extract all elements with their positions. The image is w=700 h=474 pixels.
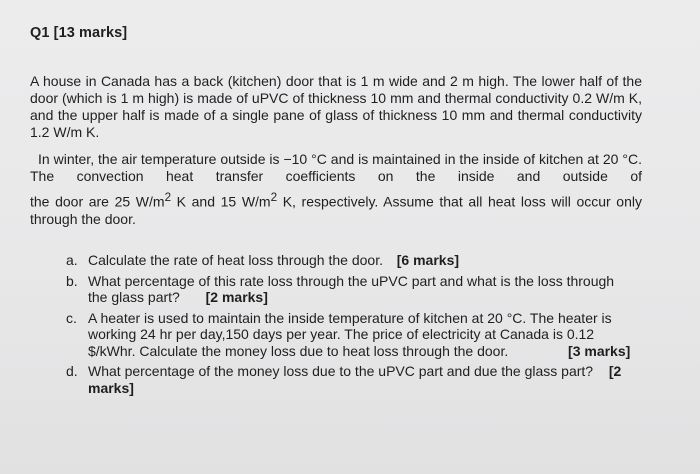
- sub-question-a: [66, 252, 636, 269]
- sub-question-letter: a.: [66, 252, 78, 268]
- sub-question-text: Calculate the rate of heat loss through the door.: [88, 252, 383, 268]
- sub-question-d: [66, 363, 636, 396]
- conditions-paragraph: [30, 151, 642, 228]
- sub-question-c: [66, 310, 636, 360]
- superscript-2b: 2: [270, 191, 278, 204]
- sub-question-letter: b.: [66, 272, 78, 289]
- conditions-text-2: the door are 25 W/m: [30, 193, 165, 210]
- sub-question-letter: d.: [66, 363, 78, 379]
- conditions-line-3: [30, 189, 642, 228]
- conditions-text-1: In winter, the air temperature outside is −10 °C and is maintained in the inside of kitchen at 20 °C. The convection heat transfer coefficients on the inside and outside of: [30, 151, 642, 184]
- sub-question-b: [66, 273, 636, 306]
- sub-question-text: A heater is used to maintain the inside temperature of kitchen at 20 °C. The heater is working 24 hr per day,150 days per year. The price of electricity at Canada is 0.12 $/kWhr. Calculate the money loss due to heat loss through the door.: [88, 309, 612, 359]
- sub-question-text: What percentage of this rate loss through the uPVC part and what is the loss through the glass part?: [88, 272, 615, 305]
- conditions-text-3: K and 15 W/m: [171, 193, 271, 210]
- intro-paragraph: A house in Canada has a back (kitchen) door that is 1 m wide and 2 m high. The lower half of the door (which is 1 m high) is made of uPVC of thickness 10 mm and thermal conductivity 0.2 W/m K, and the upper half is made of a single pane of glass of thickness 10 mm and thermal conductivity 1.2 W/m K.: [30, 73, 642, 140]
- superscript-2: 2: [164, 191, 172, 204]
- sub-question-letter: c.: [66, 309, 77, 326]
- conditions-text-4: K, respectively. Assume that all heat loss will occur only through the door.: [30, 193, 642, 227]
- sub-questions-list: [66, 252, 636, 400]
- sub-question-marks: [2 marks]: [88, 363, 622, 396]
- sub-question-marks: [3 marks]: [568, 342, 631, 359]
- sub-question-text: What percentage of the money loss due to the uPVC part and due the glass part?: [88, 363, 594, 379]
- sub-question-marks: [6 marks]: [396, 252, 460, 268]
- question-title: Q1 [13 marks]: [30, 25, 128, 41]
- sub-question-marks: [2 marks]: [205, 289, 268, 305]
